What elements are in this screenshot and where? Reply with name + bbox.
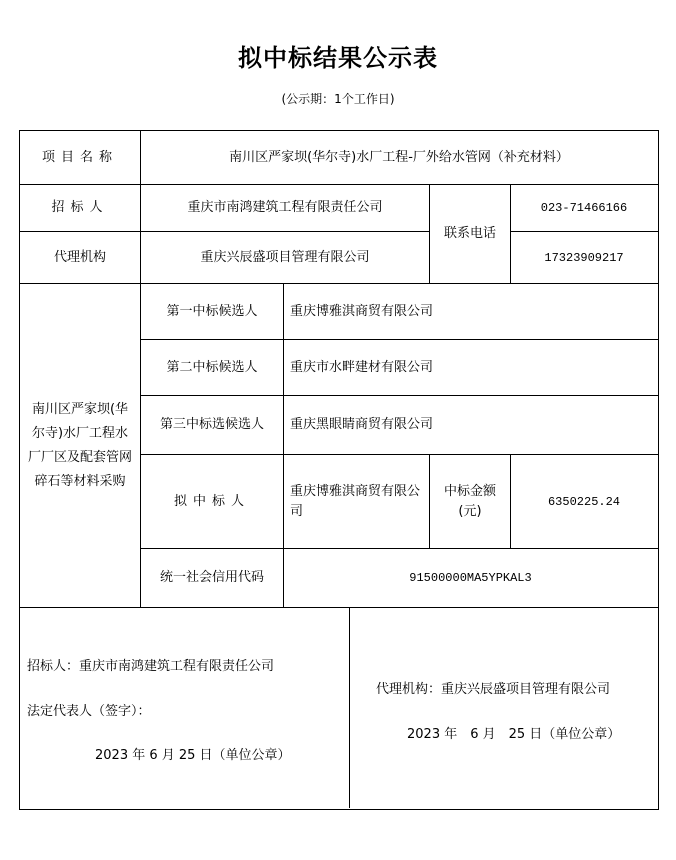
project-name-value: 南川区严家坝(华尔寺)水厂工程-厂外给水管网（补充材料） [229,149,569,165]
section-name: 南川区严家坝(华尔寺)水厂工程水厂厂区及配套管网碎石等材料采购 [28,401,133,489]
candidate2-label: 第二中标候选人 [166,359,258,375]
tenderer-phone: 023-71466166 [540,201,628,215]
winning-amount-value: 6350225.24 [547,494,620,509]
tenderer-value: 重庆市南鸿建筑工程有限责任公司 [187,200,383,215]
footer-agency: 代理机构：重庆兴辰盛项目管理有限公司 [376,682,611,697]
agency-label: 代理机构 [53,249,106,265]
tenderer-label: 招标人 [51,200,109,215]
footer-tenderer-date: 2023 年 6 月 25 日（单位公章） [95,748,291,763]
winner-value: 重庆博雅淇商贸有限公司 [290,483,421,519]
credit-code-label: 统一社会信用代码 [159,570,264,585]
winner-label: 拟中标人 [173,493,250,509]
winning-amount-label: 中标金额(元) [443,483,496,519]
candidate1-value: 重庆博雅淇商贸有限公司 [290,303,434,319]
candidate3-value: 重庆黑眼睛商贸有限公司 [290,417,434,432]
publicity-period: (公示期：1个工作日) [281,92,395,106]
agency-value: 重庆兴辰盛项目管理有限公司 [200,249,370,265]
candidate1-label: 第一中标候选人 [166,303,258,319]
contact-phone-label: 联系电话 [443,226,496,241]
agency-phone: 17323909217 [544,250,624,265]
candidate2-value: 重庆市水畔建材有限公司 [290,359,434,375]
footer-tenderer: 招标人：重庆市南鸿建筑工程有限责任公司 [27,659,275,674]
footer-agency-date: 2023 年 6 月 25 日（单位公章） [407,727,621,742]
row-divider [19,607,659,608]
footer-legal-representative: 法定代表人（签字）： [27,704,151,719]
project-name-label: 项目名称 [41,149,118,165]
candidate3-label: 第三中标选候选人 [159,417,264,432]
credit-code-value: 91500000MA5YPKAL3 [409,571,532,585]
col-divider [349,607,350,808]
page-title: 拟中标结果公示表 [238,43,438,72]
